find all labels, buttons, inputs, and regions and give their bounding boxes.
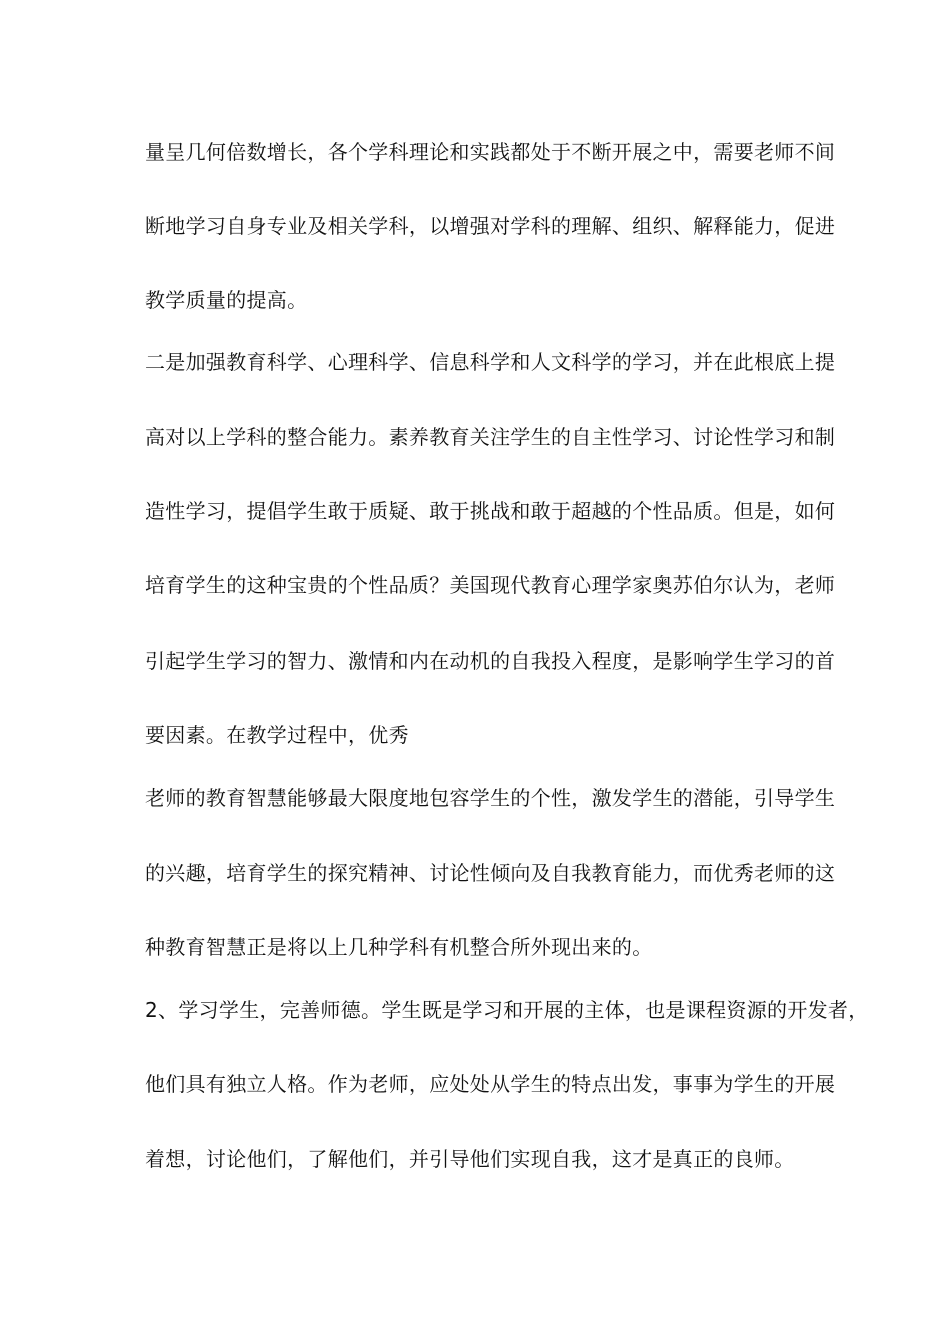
text-line: 种教育智慧正是将以上几种学科有机整合所外现出来的。 [145, 935, 653, 959]
text-line: 断地学习自身专业及相关学科，以增强对学科的理解、组织、解释能力，促进 [145, 214, 836, 238]
text-line: 二是加强教育科学、心理科学、信息科学和人文科学的学习，并在此根底上提 [145, 350, 836, 374]
text-line: 老师的教育智慧能够最大限度地包容学生的个性，激发学生的潜能，引导学生 [145, 786, 836, 810]
text-line: 的兴趣，培育学生的探究精神、讨论性倾向及自我教育能力，而优秀老师的这 [145, 861, 836, 885]
text-line: 他们具有独立人格。作为老师，应处处从学生的特点出发，事事为学生的开展 [145, 1072, 836, 1096]
text-line: 造性学习，提倡学生敢于质疑、敢于挑战和敢于超越的个性品质。但是，如何 [145, 499, 836, 523]
text-line: 高对以上学科的整合能力。素养教育关注学生的自主性学习、讨论性学习和制 [145, 425, 836, 449]
text-line: 培育学生的这种宝贵的个性品质？美国现代教育心理学家奥苏伯尔认为，老师 [145, 573, 836, 597]
text-line: 引起学生学习的智力、激情和内在动机的自我投入程度，是影响学生学习的首 [145, 649, 836, 673]
text-line: 量呈几何倍数增长，各个学科理论和实践都处于不断开展之中，需要老师不间 [145, 140, 836, 164]
text-line: 2、学习学生，完善师德。学生既是学习和开展的主体，也是课程资源的开发者， [145, 998, 869, 1022]
text-line: 着想，讨论他们，了解他们，并引导他们实现自我，这才是真正的良师。 [145, 1147, 795, 1171]
text-line: 教学质量的提高。 [145, 288, 308, 312]
text-line: 要因素。在教学过程中，优秀 [145, 723, 409, 747]
